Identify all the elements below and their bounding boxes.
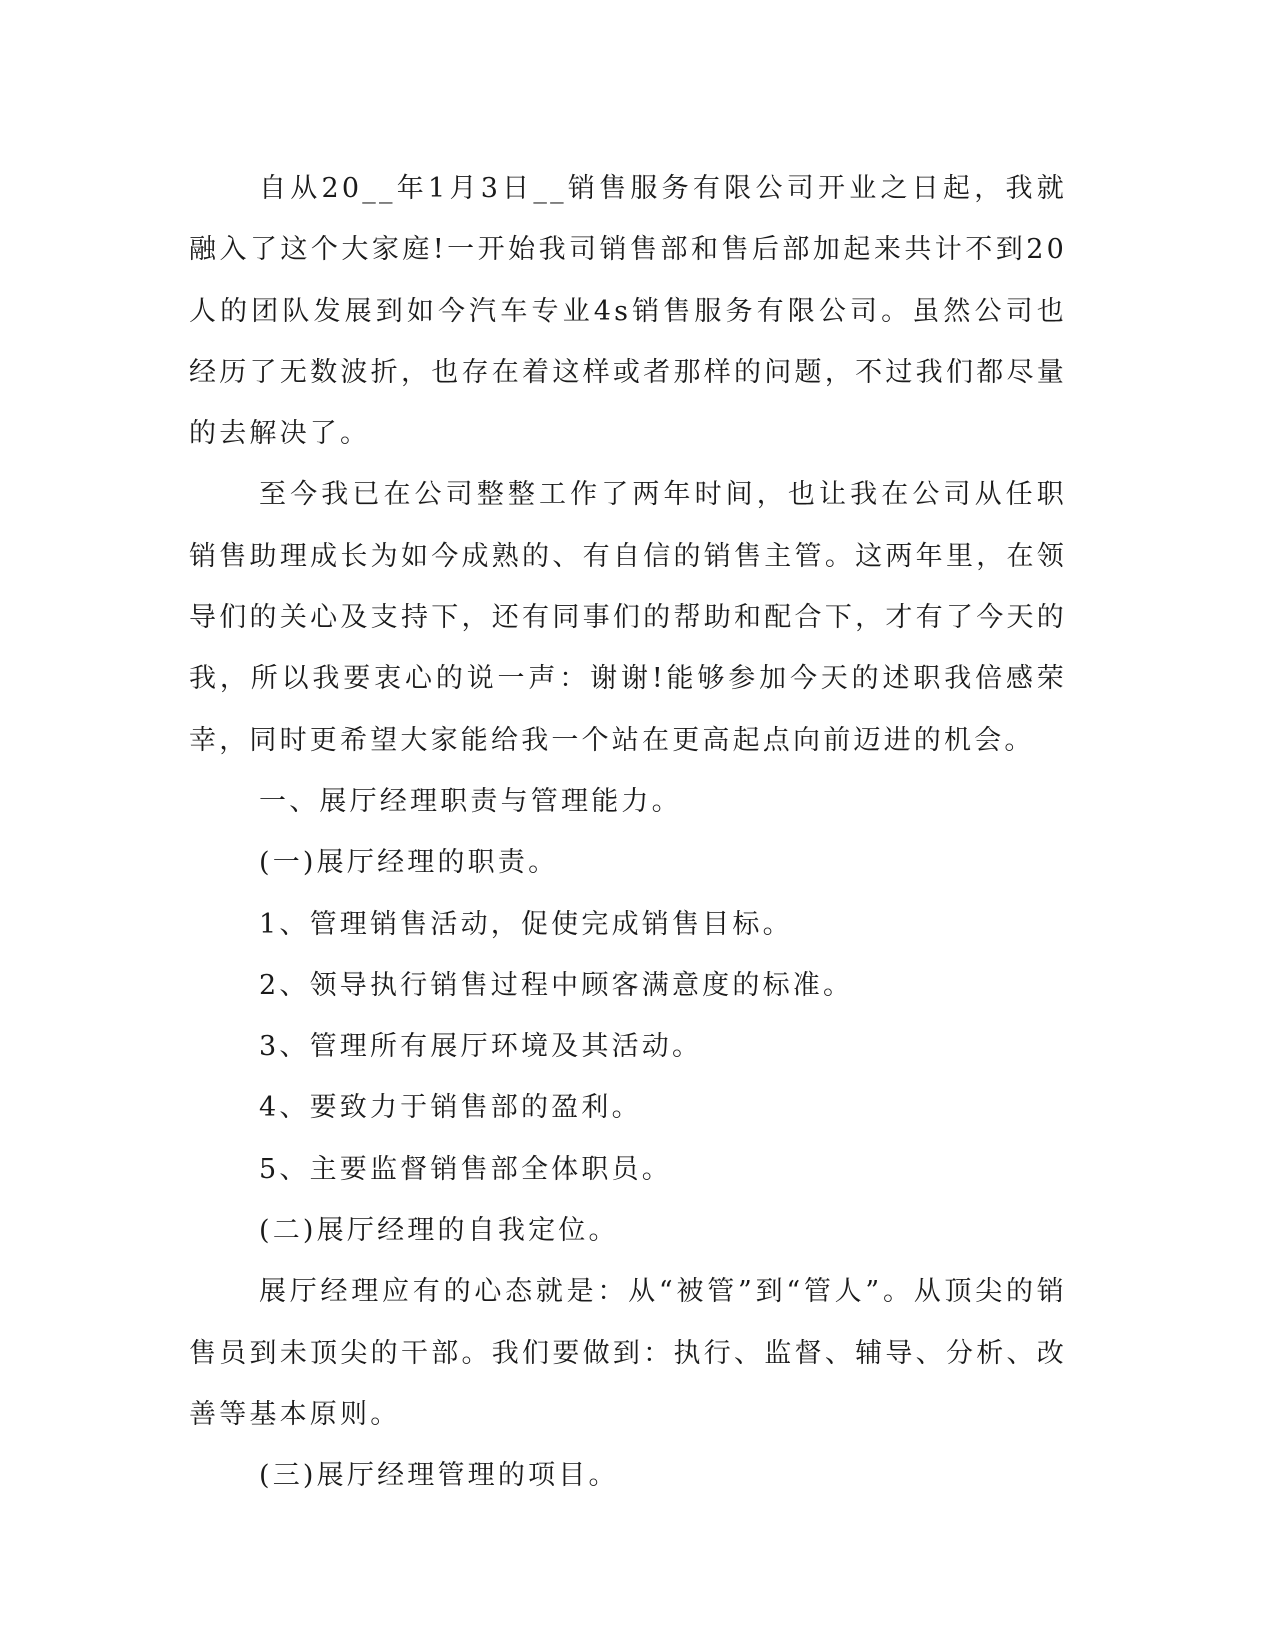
list-item-3: 3、管理所有展厅环境及其活动。	[259, 1031, 703, 1063]
paragraph-mindset: 展厅经理应有的心态就是：从“被管”到“管人”。从顶尖的销售员到未顶尖的干部。我们要做到：执行、监督、辅导、分析、改善等基本原则。	[189, 1276, 1067, 1430]
list-item-2: 2、领导执行销售过程中顾客满意度的标准。	[259, 969, 854, 1001]
subsection-heading-1: (一)展厅经理的职责。	[259, 847, 559, 879]
paragraph-intro: 自从20__年1月3日__销售服务有限公司开业之日起，我就融入了这个大家庭!一开始我司销售部和售后部加起来共计不到20人的团队发展到如今汽车专业4s销售服务有限公司。虽然公司也经历了无数波折，也存在着这样或者那样的问题，不过我们都尽量的去解决了。	[189, 173, 1067, 450]
subsection-heading-2: (二)展厅经理的自我定位。	[259, 1215, 619, 1247]
document-body	[189, 158, 1067, 1507]
list-item-5: 5、主要监督销售部全体职员。	[259, 1153, 672, 1185]
list-item-4: 4、要致力于销售部的盈利。	[259, 1092, 642, 1124]
section-heading-1: 一、展厅经理职责与管理能力。	[259, 785, 682, 817]
subsection-heading-3: (三)展厅经理管理的项目。	[259, 1460, 619, 1492]
list-item-1: 1、管理销售活动，促使完成销售目标。	[259, 908, 793, 940]
paragraph-experience: 至今我已在公司整整工作了两年时间，也让我在公司从任职销售助理成长为如今成熟的、有自信的销售主管。这两年里，在领导们的关心及支持下，还有同事们的帮助和配合下，才有了今天的我，所以我要衷心的说一声：谢谢!能够参加今天的述职我倍感荣幸，同时更希望大家能给我一个站在更高起点向前迈进的机会。	[189, 479, 1067, 756]
